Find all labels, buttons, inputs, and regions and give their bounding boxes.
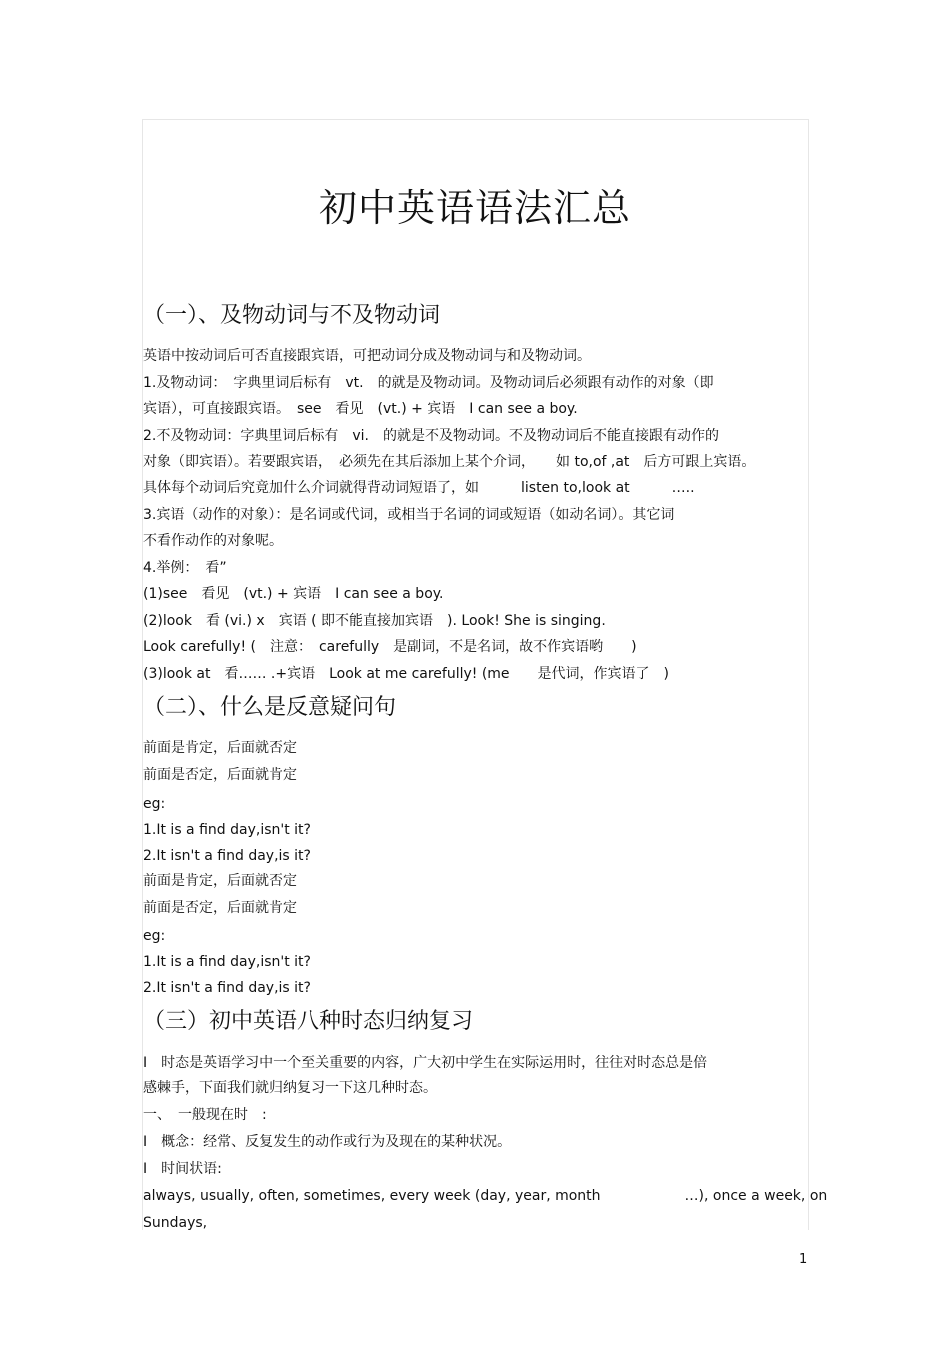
section-1-p2a: 2.不及物动词：字典里词后标有 vi. 的就是不及物动词。不及物动词后不能直接跟有动作的 [143, 428, 719, 444]
section-2-line: eg: [143, 796, 166, 812]
section-3-heading: （三）初中英语八种时态归纳复习 [143, 1009, 474, 1034]
section-2-line: 1.It is a find day,isn't it? [143, 954, 311, 970]
section-3-subheading: 一、 一般现在时 : [143, 1107, 267, 1123]
section-2-line: 前面是否定，后面就肯定 [143, 900, 297, 916]
section-1-heading: （一）、及物动词与不及物动词 [143, 303, 441, 328]
section-2-line: 2.It isn't a find day,is it? [143, 980, 311, 996]
section-2-line: 2.It isn't a find day,is it? [143, 848, 311, 864]
section-2-line: 前面是肯定，后面就否定 [143, 740, 297, 756]
section-2-line: 1.It is a find day,isn't it? [143, 822, 311, 838]
section-1-p1a: 1.及物动词： 字典里词后标有 vt. 的就是及物动词。及物动词后必须跟有动作的对象（即 [143, 375, 714, 391]
section-3-concept: I 概念：经常、反复发生的动作或行为及现在的某种状况。 [143, 1134, 512, 1150]
section-1-p1b: 宾语），可直接跟宾语。 see 看见 (vt.) + 宾语 I can see a boy. [143, 401, 578, 417]
page-number: 1 [799, 1252, 808, 1267]
section-1-p3a: 3.宾语（动作的对象）：是名词或代词，或相当于名词的词或短语（如动名词）。其它词 [143, 507, 675, 523]
section-1-example-1: (1)see 看见 (vt.) + 宾语 I can see a boy. [143, 586, 444, 602]
section-1-p3b: 不看作动作的对象呢。 [143, 533, 283, 549]
section-2-line: 前面是否定，后面就肯定 [143, 767, 297, 783]
section-1-example-3: (3)look at 看…… .+宾语 Look at me carefully! (me 是代词，作宾语了 ) [143, 666, 670, 682]
section-1-example-2: (2)look 看 (vi.) x 宾语 ( 即不能直接加宾语 ). Look! She is singing. [143, 613, 606, 629]
section-2-line: eg: [143, 928, 166, 944]
section-3-adverbial-list: always, usually, often, sometimes, every week (day, year, month …), once a week, on [143, 1188, 828, 1204]
document-title: 初中英语语法汇总 [318, 186, 631, 230]
section-2-heading: （二）、什么是反意疑问句 [143, 695, 397, 720]
section-3-adverbial-list-cont: Sundays, [143, 1215, 208, 1231]
section-1-p2c: 具体每个动词后究竟加什么介词就得背动词短语了，如 listen to,look at ….. [143, 480, 695, 496]
section-1-intro: 英语中按动词后可否直接跟宾语，可把动词分成及物动词与和及物动词。 [143, 348, 591, 364]
section-3-adverbial-label: I 时间状语: [143, 1161, 222, 1177]
section-1-p4: 4.举例： 看” [143, 560, 227, 576]
section-1-p2b: 对象（即宾语）。若要跟宾语， 必须先在其后添加上某个介词， 如 to,of ,at 后方可跟上宾语。 [143, 454, 756, 470]
section-3-p1a: I 时态是英语学习中一个至关重要的内容，广大初中学生在实际运用时，往往对时态总是倍 [143, 1055, 708, 1071]
section-2-line: 前面是肯定，后面就否定 [143, 873, 297, 889]
section-1-example-2b: Look carefully! ( 注意： carefully 是副词，不是名词，故不作宾语哟 ) [143, 639, 637, 655]
section-3-p1b: 感棘手，下面我们就归纳复习一下这几种时态。 [143, 1080, 437, 1096]
